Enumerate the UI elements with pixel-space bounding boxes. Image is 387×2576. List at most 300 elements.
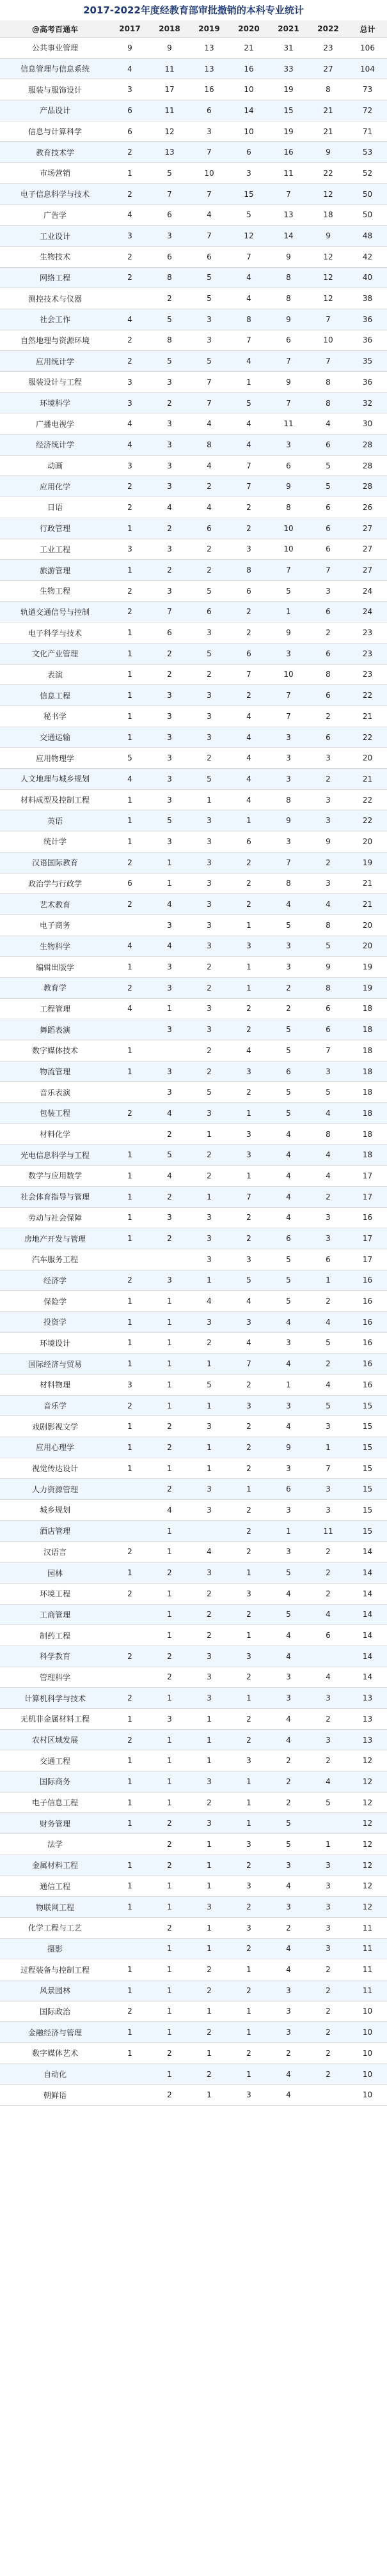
year-2020-cell: 6	[229, 580, 269, 601]
table-row	[0, 1228, 387, 1249]
year-2017-cell: 1	[110, 2022, 150, 2043]
year-2022-cell	[308, 2085, 348, 2106]
year-2020-cell: 1	[229, 1792, 269, 1813]
year-2019-cell: 2	[189, 957, 229, 978]
year-2019-cell: 4	[189, 497, 229, 518]
year-2020-cell: 2	[229, 1500, 269, 1521]
year-2017-cell: 3	[110, 455, 150, 476]
year-2018-cell: 1	[150, 1332, 189, 1354]
year-2017-cell: 2	[110, 601, 150, 622]
year-2020-cell: 1	[229, 914, 269, 936]
year-2022-cell: 2	[308, 1750, 348, 1771]
major-name-cell: 旅游管理	[0, 560, 110, 581]
year-2017-cell: 3	[110, 372, 150, 393]
table-row	[0, 1500, 387, 1521]
year-2022-cell: 9	[308, 142, 348, 163]
table-row	[0, 1520, 387, 1541]
table-row	[0, 1917, 387, 1938]
year-2022-cell: 18	[308, 204, 348, 226]
year-2019-cell: 16	[189, 79, 229, 100]
year-2020-cell: 4	[229, 706, 269, 727]
year-2019-cell: 3	[189, 1019, 229, 1040]
table-row	[0, 246, 387, 267]
major-name-cell: 园林	[0, 1562, 110, 1584]
total-cell: 19	[348, 957, 387, 978]
year-2022-cell: 3	[308, 580, 348, 601]
year-2022-cell: 21	[308, 100, 348, 121]
year-2018-cell: 8	[150, 330, 189, 351]
table-row	[0, 518, 387, 539]
year-2022-cell: 6	[308, 1625, 348, 1646]
year-2018-cell: 1	[150, 1897, 189, 1918]
year-2018-cell: 3	[150, 706, 189, 727]
year-2020-cell: 7	[229, 1354, 269, 1375]
total-cell: 12	[348, 1876, 387, 1897]
year-2022-cell: 23	[308, 38, 348, 59]
year-2021-cell: 3	[269, 727, 308, 748]
year-2017-cell	[110, 1123, 150, 1145]
year-2019-cell: 1	[189, 1876, 229, 1897]
year-2017-cell: 4	[110, 435, 150, 456]
year-2017-cell: 2	[110, 267, 150, 288]
major-name-cell: 人文地理与城乡规划	[0, 769, 110, 790]
year-2022-cell: 2	[308, 1291, 348, 1312]
year-2022-cell: 3	[308, 1855, 348, 1876]
total-cell: 16	[348, 1291, 387, 1312]
year-2019-cell: 2	[189, 977, 229, 998]
year-2021-cell: 5	[269, 1249, 308, 1270]
major-name-cell: 材料化学	[0, 1123, 110, 1145]
year-2017-cell: 2	[110, 497, 150, 518]
total-cell: 10	[348, 2001, 387, 2022]
year-2021-cell: 4	[269, 1876, 308, 1897]
total-cell: 14	[348, 1625, 387, 1646]
major-name-cell: 汉语言	[0, 1541, 110, 1562]
year-2017-cell: 2	[110, 1729, 150, 1750]
major-name-cell: 过程装备与控制工程	[0, 1959, 110, 1980]
year-2017-cell: 1	[110, 810, 150, 831]
table-row	[0, 392, 387, 413]
year-2022-cell: 4	[308, 1771, 348, 1793]
year-2021-cell: 16	[269, 142, 308, 163]
year-2019-cell: 3	[189, 894, 229, 915]
year-2017-cell: 2	[110, 1583, 150, 1604]
year-2020-cell: 4	[229, 1332, 269, 1354]
year-2022-cell: 4	[308, 1375, 348, 1396]
year-2022-cell: 2	[308, 852, 348, 873]
year-2019-cell: 7	[189, 142, 229, 163]
year-2018-cell: 3	[150, 476, 189, 497]
major-name-cell: 农村区域发展	[0, 1729, 110, 1750]
major-name-cell: 工程管理	[0, 998, 110, 1019]
year-2021-cell: 4	[269, 1938, 308, 1959]
year-2021-cell: 14	[269, 226, 308, 247]
year-2019-cell: 3	[189, 309, 229, 330]
total-cell: 16	[348, 1311, 387, 1332]
year-2020-cell: 1	[229, 1688, 269, 1709]
year-2019-cell: 1	[189, 1270, 229, 1291]
year-2020-cell: 3	[229, 1917, 269, 1938]
table-row	[0, 435, 387, 456]
year-2019-cell: 7	[189, 183, 229, 204]
year-2018-cell: 1	[150, 998, 189, 1019]
major-name-cell: 包装工程	[0, 1103, 110, 1124]
table-row	[0, 1186, 387, 1207]
total-cell: 73	[348, 79, 387, 100]
year-2017-cell	[110, 914, 150, 936]
year-2022-cell: 4	[308, 1103, 348, 1124]
table-row	[0, 372, 387, 393]
year-2019-cell: 4	[189, 1541, 229, 1562]
year-2019-cell: 6	[189, 518, 229, 539]
year-2021-cell: 11	[269, 163, 308, 184]
year-2018-cell: 1	[150, 2063, 189, 2085]
year-2019-cell: 3	[189, 685, 229, 706]
year-2020-cell: 16	[229, 58, 269, 79]
year-2022-cell	[308, 1813, 348, 1834]
year-2022-cell: 7	[308, 351, 348, 372]
year-2019-cell: 3	[189, 1228, 229, 1249]
year-2022-cell: 3	[308, 810, 348, 831]
year-2020-cell: 4	[229, 435, 269, 456]
year-2017-cell: 1	[110, 518, 150, 539]
year-2017-cell: 3	[110, 392, 150, 413]
table-row	[0, 1270, 387, 1291]
year-2018-cell: 4	[150, 1166, 189, 1187]
table-row	[0, 1145, 387, 1166]
year-2022-cell: 8	[308, 914, 348, 936]
year-2020-cell: 1	[229, 957, 269, 978]
table-row	[0, 163, 387, 184]
total-cell: 18	[348, 1123, 387, 1145]
year-2022-cell: 6	[308, 601, 348, 622]
major-name-cell: 公共事业管理	[0, 38, 110, 59]
year-2018-cell: 3	[150, 1709, 189, 1730]
year-2018-cell: 3	[150, 435, 189, 456]
year-2021-cell: 2	[269, 1771, 308, 1793]
year-2020-cell: 1	[229, 1166, 269, 1187]
year-2020-cell: 3	[229, 1395, 269, 1416]
major-name-cell: 电子信息工程	[0, 1792, 110, 1813]
total-cell: 15	[348, 1520, 387, 1541]
year-2021-cell: 5	[269, 580, 308, 601]
year-2020-cell: 4	[229, 727, 269, 748]
major-name-cell: 材料成型及控制工程	[0, 789, 110, 810]
year-2018-cell: 1	[150, 1541, 189, 1562]
year-2017-cell: 1	[110, 1145, 150, 1166]
table-row	[0, 38, 387, 59]
year-2022-cell: 4	[308, 1311, 348, 1332]
year-2021-cell: 3	[269, 1667, 308, 1688]
table-row	[0, 831, 387, 852]
year-2018-cell: 5	[150, 810, 189, 831]
year-2017-cell	[110, 1938, 150, 1959]
total-cell: 13	[348, 1729, 387, 1750]
year-2022-cell: 6	[308, 539, 348, 560]
year-2019-cell: 5	[189, 1082, 229, 1103]
year-2022-cell: 5	[308, 936, 348, 957]
year-2018-cell: 3	[150, 831, 189, 852]
major-name-cell: 材料物理	[0, 1375, 110, 1396]
year-2022-cell: 22	[308, 163, 348, 184]
year-2017-cell: 1	[110, 664, 150, 685]
major-name-cell: 生物工程	[0, 580, 110, 601]
table-row	[0, 2043, 387, 2064]
year-2018-cell: 3	[150, 727, 189, 748]
table-row	[0, 2001, 387, 2022]
table-row	[0, 1771, 387, 1793]
year-2021-cell: 1	[269, 1375, 308, 1396]
year-2021-cell: 15	[269, 100, 308, 121]
year-2022-cell: 10	[308, 330, 348, 351]
year-2018-cell: 3	[150, 914, 189, 936]
year-2019-cell: 7	[189, 372, 229, 393]
year-2022-cell: 6	[308, 727, 348, 748]
year-2022-cell: 6	[308, 685, 348, 706]
year-2019-cell: 5	[189, 267, 229, 288]
table-row	[0, 1375, 387, 1396]
table-row	[0, 309, 387, 330]
total-cell: 50	[348, 204, 387, 226]
year-2018-cell: 5	[150, 163, 189, 184]
year-2019-cell: 2	[189, 1583, 229, 1604]
total-cell: 10	[348, 2085, 387, 2106]
major-name-cell: 保险学	[0, 1291, 110, 1312]
year-2022-cell: 6	[308, 435, 348, 456]
year-2022-cell: 5	[308, 1792, 348, 1813]
year-2020-cell: 7	[229, 246, 269, 267]
table-row	[0, 580, 387, 601]
header-cell-2019: 2019	[189, 20, 229, 38]
major-name-cell: 音乐表演	[0, 1082, 110, 1103]
year-2019-cell: 2	[189, 1792, 229, 1813]
year-2020-cell: 2	[229, 1855, 269, 1876]
year-2017-cell: 2	[110, 2001, 150, 2022]
year-2019-cell: 3	[189, 1500, 229, 1521]
year-2018-cell: 1	[150, 1520, 189, 1541]
header-cell-total: 总计	[348, 20, 387, 38]
total-cell: 28	[348, 476, 387, 497]
major-name-cell: 投资学	[0, 1311, 110, 1332]
year-2018-cell: 3	[150, 1019, 189, 1040]
table-row	[0, 476, 387, 497]
year-2021-cell: 7	[269, 685, 308, 706]
total-cell: 40	[348, 267, 387, 288]
table-row	[0, 1562, 387, 1584]
year-2020-cell: 4	[229, 1040, 269, 1061]
table-row	[0, 204, 387, 226]
major-name-cell: 数学与应用数学	[0, 1166, 110, 1187]
year-2020-cell: 14	[229, 100, 269, 121]
major-name-cell: 通信工程	[0, 1876, 110, 1897]
year-2019-cell: 2	[189, 1980, 229, 2001]
total-cell: 16	[348, 1354, 387, 1375]
year-2021-cell: 3	[269, 2022, 308, 2043]
year-2017-cell: 1	[110, 685, 150, 706]
year-2021-cell: 4	[269, 1646, 308, 1667]
year-2021-cell: 10	[269, 539, 308, 560]
major-name-cell: 化学工程与工艺	[0, 1917, 110, 1938]
year-2021-cell: 5	[269, 1291, 308, 1312]
major-name-cell: 经济统计学	[0, 435, 110, 456]
major-name-cell: 服装设计与工程	[0, 372, 110, 393]
year-2022-cell: 3	[308, 1897, 348, 1918]
year-2017-cell: 1	[110, 1354, 150, 1375]
table-row	[0, 664, 387, 685]
year-2022-cell: 2	[308, 1583, 348, 1604]
table-row	[0, 2085, 387, 2106]
major-name-cell: 经济学	[0, 1270, 110, 1291]
year-2021-cell: 7	[269, 852, 308, 873]
year-2019-cell: 2	[189, 1604, 229, 1625]
year-2022-cell: 2	[308, 1541, 348, 1562]
year-2018-cell: 6	[150, 622, 189, 644]
table-row	[0, 1479, 387, 1500]
table-row	[0, 1688, 387, 1709]
year-2021-cell: 5	[269, 1834, 308, 1855]
year-2019-cell: 1	[189, 1938, 229, 1959]
year-2017-cell: 2	[110, 1646, 150, 1667]
year-2020-cell: 2	[229, 1375, 269, 1396]
year-2022-cell: 3	[308, 1061, 348, 1082]
year-2022-cell: 12	[308, 267, 348, 288]
year-2020-cell: 2	[229, 1604, 269, 1625]
year-2018-cell: 3	[150, 1061, 189, 1082]
year-2019-cell: 3	[189, 1771, 229, 1793]
total-cell: 36	[348, 330, 387, 351]
year-2022-cell: 4	[308, 1667, 348, 1688]
year-2019-cell: 5	[189, 351, 229, 372]
year-2022-cell: 1	[308, 1437, 348, 1458]
total-cell: 16	[348, 1332, 387, 1354]
year-2021-cell: 2	[269, 998, 308, 1019]
year-2020-cell: 2	[229, 1082, 269, 1103]
year-2017-cell	[110, 1667, 150, 1688]
major-name-cell: 工业工程	[0, 539, 110, 560]
year-2018-cell: 3	[150, 1270, 189, 1291]
year-2020-cell: 1	[229, 1479, 269, 1500]
year-2019-cell: 4	[189, 455, 229, 476]
year-2020-cell: 2	[229, 873, 269, 894]
year-2022-cell: 8	[308, 79, 348, 100]
year-2022-cell: 3	[308, 1729, 348, 1750]
year-2022-cell: 5	[308, 1082, 348, 1103]
year-2019-cell: 1	[189, 1917, 229, 1938]
year-2019-cell: 3	[189, 1416, 229, 1437]
table-row	[0, 998, 387, 1019]
major-name-cell: 电子信息科学与技术	[0, 183, 110, 204]
major-name-cell: 计算机科学与技术	[0, 1688, 110, 1709]
year-2017-cell: 1	[110, 1437, 150, 1458]
year-2018-cell: 12	[150, 121, 189, 142]
year-2017-cell: 1	[110, 1207, 150, 1228]
year-2018-cell: 1	[150, 1771, 189, 1793]
year-2019-cell: 3	[189, 1897, 229, 1918]
year-2022-cell: 2	[308, 622, 348, 644]
year-2020-cell: 1	[229, 1103, 269, 1124]
year-2020-cell: 2	[229, 1541, 269, 1562]
year-2017-cell: 1	[110, 957, 150, 978]
year-2017-cell: 1	[110, 2043, 150, 2064]
total-cell: 20	[348, 831, 387, 852]
year-2018-cell: 13	[150, 142, 189, 163]
table-row	[0, 601, 387, 622]
table-row	[0, 1166, 387, 1187]
year-2022-cell: 5	[308, 476, 348, 497]
year-2021-cell: 5	[269, 1604, 308, 1625]
year-2018-cell: 3	[150, 580, 189, 601]
total-cell: 17	[348, 1249, 387, 1270]
table-row	[0, 267, 387, 288]
year-2022-cell: 3	[308, 1688, 348, 1709]
year-2021-cell: 3	[269, 1855, 308, 1876]
year-2021-cell: 4	[269, 1186, 308, 1207]
year-2021-cell: 4	[269, 1207, 308, 1228]
major-name-cell: 市场营销	[0, 163, 110, 184]
table-row	[0, 1103, 387, 1124]
total-cell: 15	[348, 1395, 387, 1416]
year-2017-cell: 1	[110, 1416, 150, 1437]
year-2021-cell: 3	[269, 643, 308, 664]
year-2019-cell: 7	[189, 226, 229, 247]
table-row	[0, 455, 387, 476]
year-2019-cell: 3	[189, 936, 229, 957]
year-2018-cell: 1	[150, 1354, 189, 1375]
year-2017-cell: 4	[110, 204, 150, 226]
major-name-cell: 舞蹈表演	[0, 1019, 110, 1040]
year-2020-cell: 21	[229, 38, 269, 59]
total-cell: 12	[348, 1834, 387, 1855]
year-2022-cell: 3	[308, 1876, 348, 1897]
total-cell: 48	[348, 226, 387, 247]
year-2018-cell	[150, 1249, 189, 1270]
year-2019-cell: 10	[189, 163, 229, 184]
year-2019-cell: 1	[189, 1855, 229, 1876]
table-row	[0, 413, 387, 435]
total-cell: 104	[348, 58, 387, 79]
year-2017-cell: 1	[110, 1040, 150, 1061]
major-name-cell: 摄影	[0, 1938, 110, 1959]
year-2021-cell: 3	[269, 1541, 308, 1562]
year-2021-cell: 4	[269, 1166, 308, 1187]
year-2019-cell: 1	[189, 789, 229, 810]
major-name-cell: 服装与服饰设计	[0, 79, 110, 100]
year-2018-cell: 11	[150, 100, 189, 121]
table-row	[0, 685, 387, 706]
total-cell: 18	[348, 998, 387, 1019]
year-2022-cell: 7	[308, 1040, 348, 1061]
total-cell: 15	[348, 1416, 387, 1437]
major-name-cell: 行政管理	[0, 518, 110, 539]
year-2020-cell: 2	[229, 2043, 269, 2064]
major-name-cell: 无机非金属材料工程	[0, 1709, 110, 1730]
year-2022-cell: 3	[308, 748, 348, 769]
year-2018-cell: 1	[150, 1375, 189, 1396]
year-2021-cell: 3	[269, 936, 308, 957]
year-2020-cell: 2	[229, 1207, 269, 1228]
year-2022-cell: 8	[308, 664, 348, 685]
total-cell: 42	[348, 246, 387, 267]
year-2018-cell: 3	[150, 1082, 189, 1103]
year-2021-cell: 3	[269, 2001, 308, 2022]
major-name-cell: 日语	[0, 497, 110, 518]
year-2022-cell: 2	[308, 1186, 348, 1207]
major-name-cell: 教育技术学	[0, 142, 110, 163]
total-cell: 36	[348, 309, 387, 330]
year-2022-cell: 27	[308, 58, 348, 79]
major-name-cell: 生物科学	[0, 936, 110, 957]
year-2019-cell: 5	[189, 580, 229, 601]
